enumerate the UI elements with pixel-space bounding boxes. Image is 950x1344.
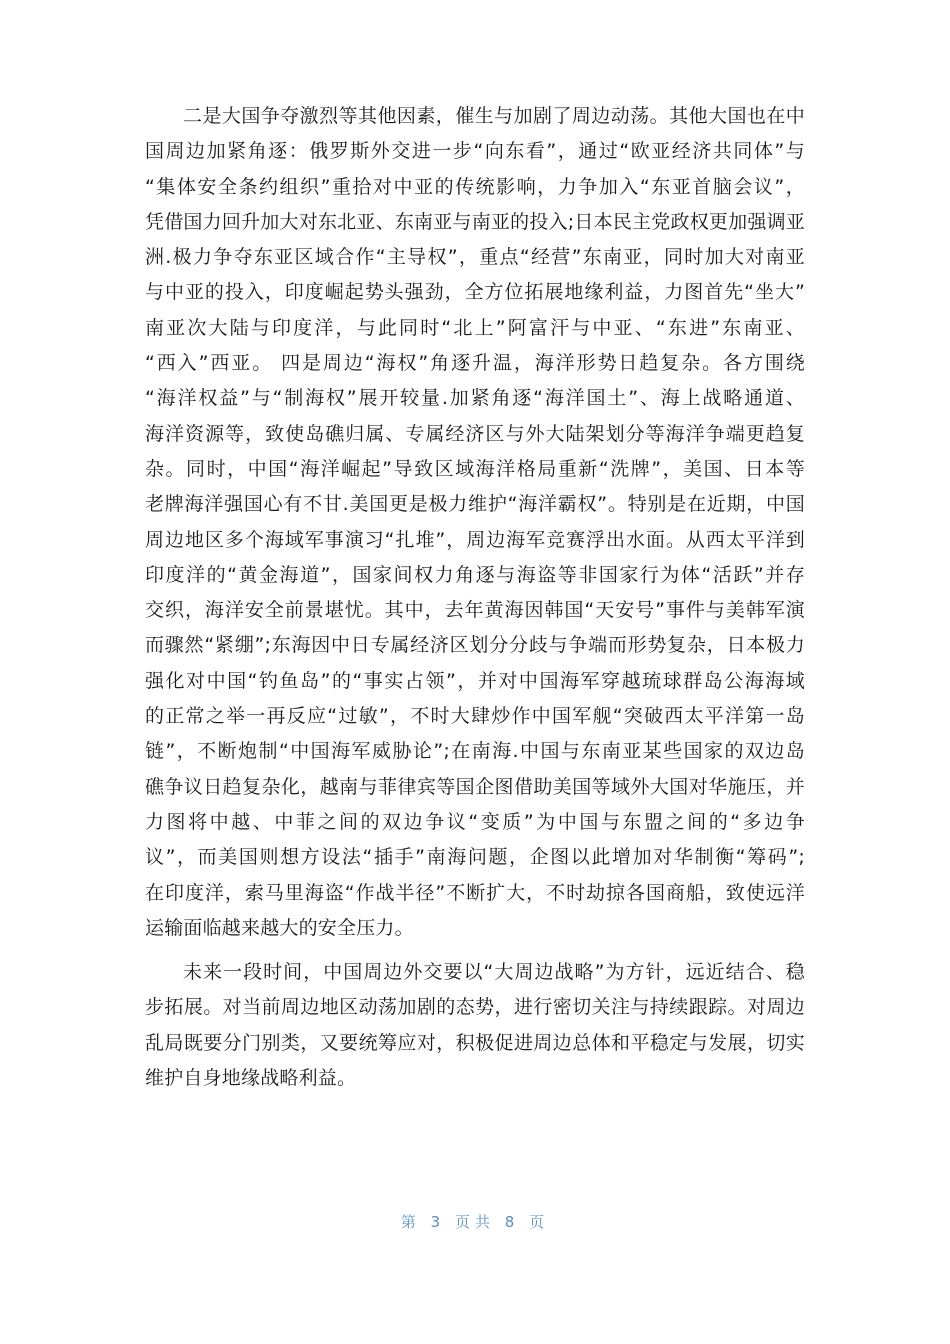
text-line: 二是大国争夺激烈等其他因素，催生与加剧了周边动荡。其他大国也在中	[183, 105, 805, 127]
text-line: 凭借国力回升加大对东北亚、东南亚与南亚的投入;日本民主党政权更加强调亚	[145, 210, 805, 233]
text-line: 国周边加紧角逐：俄罗斯外交进一步“向东看”，通过“欧亚经济共同体”与	[145, 140, 805, 163]
text-line: 维护自身地缘战略利益。	[145, 1067, 357, 1090]
text-line: 海洋资源等，致使岛礁归属、专属经济区与外大陆架划分等海洋争端更趋复	[145, 422, 805, 445]
text-line: 议”，而美国则想方设法“插手”南海问题，企图以此增加对华制衡“筹码”;	[145, 846, 805, 869]
text-line: 老牌海洋强国心有不甘.美国更是极力维护“海洋霸权”。特别是在近期，中国	[145, 493, 805, 516]
text-line: 印度洋的“黄金海道”，国家间权力角逐与海盗等非国家行为体“活跃”并存	[145, 563, 805, 586]
text-line: 的正常之举一再反应“过敏”，不时大肆炒作中国军舰“突破西太平洋第一岛	[145, 705, 805, 728]
body-text	[145, 99, 805, 1096]
text-line: 未来一段时间，中国周边外交要以“大周边战略”为方针，远近结合、稳	[183, 961, 805, 984]
text-line: 强化对中国“钓鱼岛”的“事实占领”，并对中国海军穿越琉球群岛公海海域	[145, 669, 805, 692]
text-line: “西入”西亚。 四是周边“海权”角逐升温，海洋形势日趋复杂。各方围绕	[145, 352, 805, 375]
text-line: 链”，不断炮制“中国海军威胁论”;在南海.中国与东南亚某些国家的双边岛	[145, 740, 805, 763]
text-line: 周边地区多个海域军事演习“扎堆”，周边海军竞赛浮出水面。从西太平洋到	[145, 528, 805, 551]
text-line: 而骤然“紧绷”;东海因中日专属经济区划分分歧与争端而形势复杂，日本极力	[145, 634, 805, 657]
text-line: 步拓展。对当前周边地区动荡加剧的态势，进行密切关注与持续跟踪。对周边	[145, 996, 805, 1019]
paragraph-2	[145, 955, 805, 1096]
text-line: 洲.极力争夺东亚区域合作“主导权”，重点“经营”东南亚，同时加大对南亚	[145, 246, 805, 269]
paragraph-1	[145, 99, 805, 946]
text-line: 运输面临越来越大的安全压力。	[145, 916, 414, 939]
text-line: 杂。同时，中国“海洋崛起”导致区域海洋格局重新“洗牌”，美国、日本等	[145, 457, 805, 480]
text-line: 礁争议日趋复杂化，越南与菲律宾等国企图借助美国等域外大国对华施压，并	[145, 775, 805, 798]
text-line: 力图将中越、中菲之间的双边争议“变质”为中国与东盟之间的“多边争	[145, 810, 805, 833]
text-line: 交织，海洋安全前景堪忧。其中，去年黄海因韩国“天安号”事件与美韩军演	[145, 599, 805, 622]
text-line: “集体安全条约组织”重拾对中亚的传统影响，力争加入“东亚首脑会议”，	[145, 175, 805, 198]
text-line: “海洋权益”与“制海权”展开较量.加紧角逐“海洋国土”、海上战略通道、	[145, 387, 805, 410]
text-line: 南亚次大陆与印度洋，与此同时“北上”阿富汗与中亚、“东进”东南亚、	[145, 316, 805, 339]
text-line: 与中亚的投入，印度崛起势头强劲，全方位拓展地缘利益，力图首先“坐大”	[145, 281, 805, 304]
page-number-footer: 第 3 页共 8 页	[400, 1213, 550, 1231]
text-line: 乱局既要分门别类，又要统筹应对，积极促进周边总体和平稳定与发展，切实	[145, 1031, 805, 1054]
paragraph-spacer	[145, 946, 805, 955]
text-line: 在印度洋，索马里海盗“作战半径”不断扩大，不时劫掠各国商船，致使远洋	[145, 881, 805, 904]
